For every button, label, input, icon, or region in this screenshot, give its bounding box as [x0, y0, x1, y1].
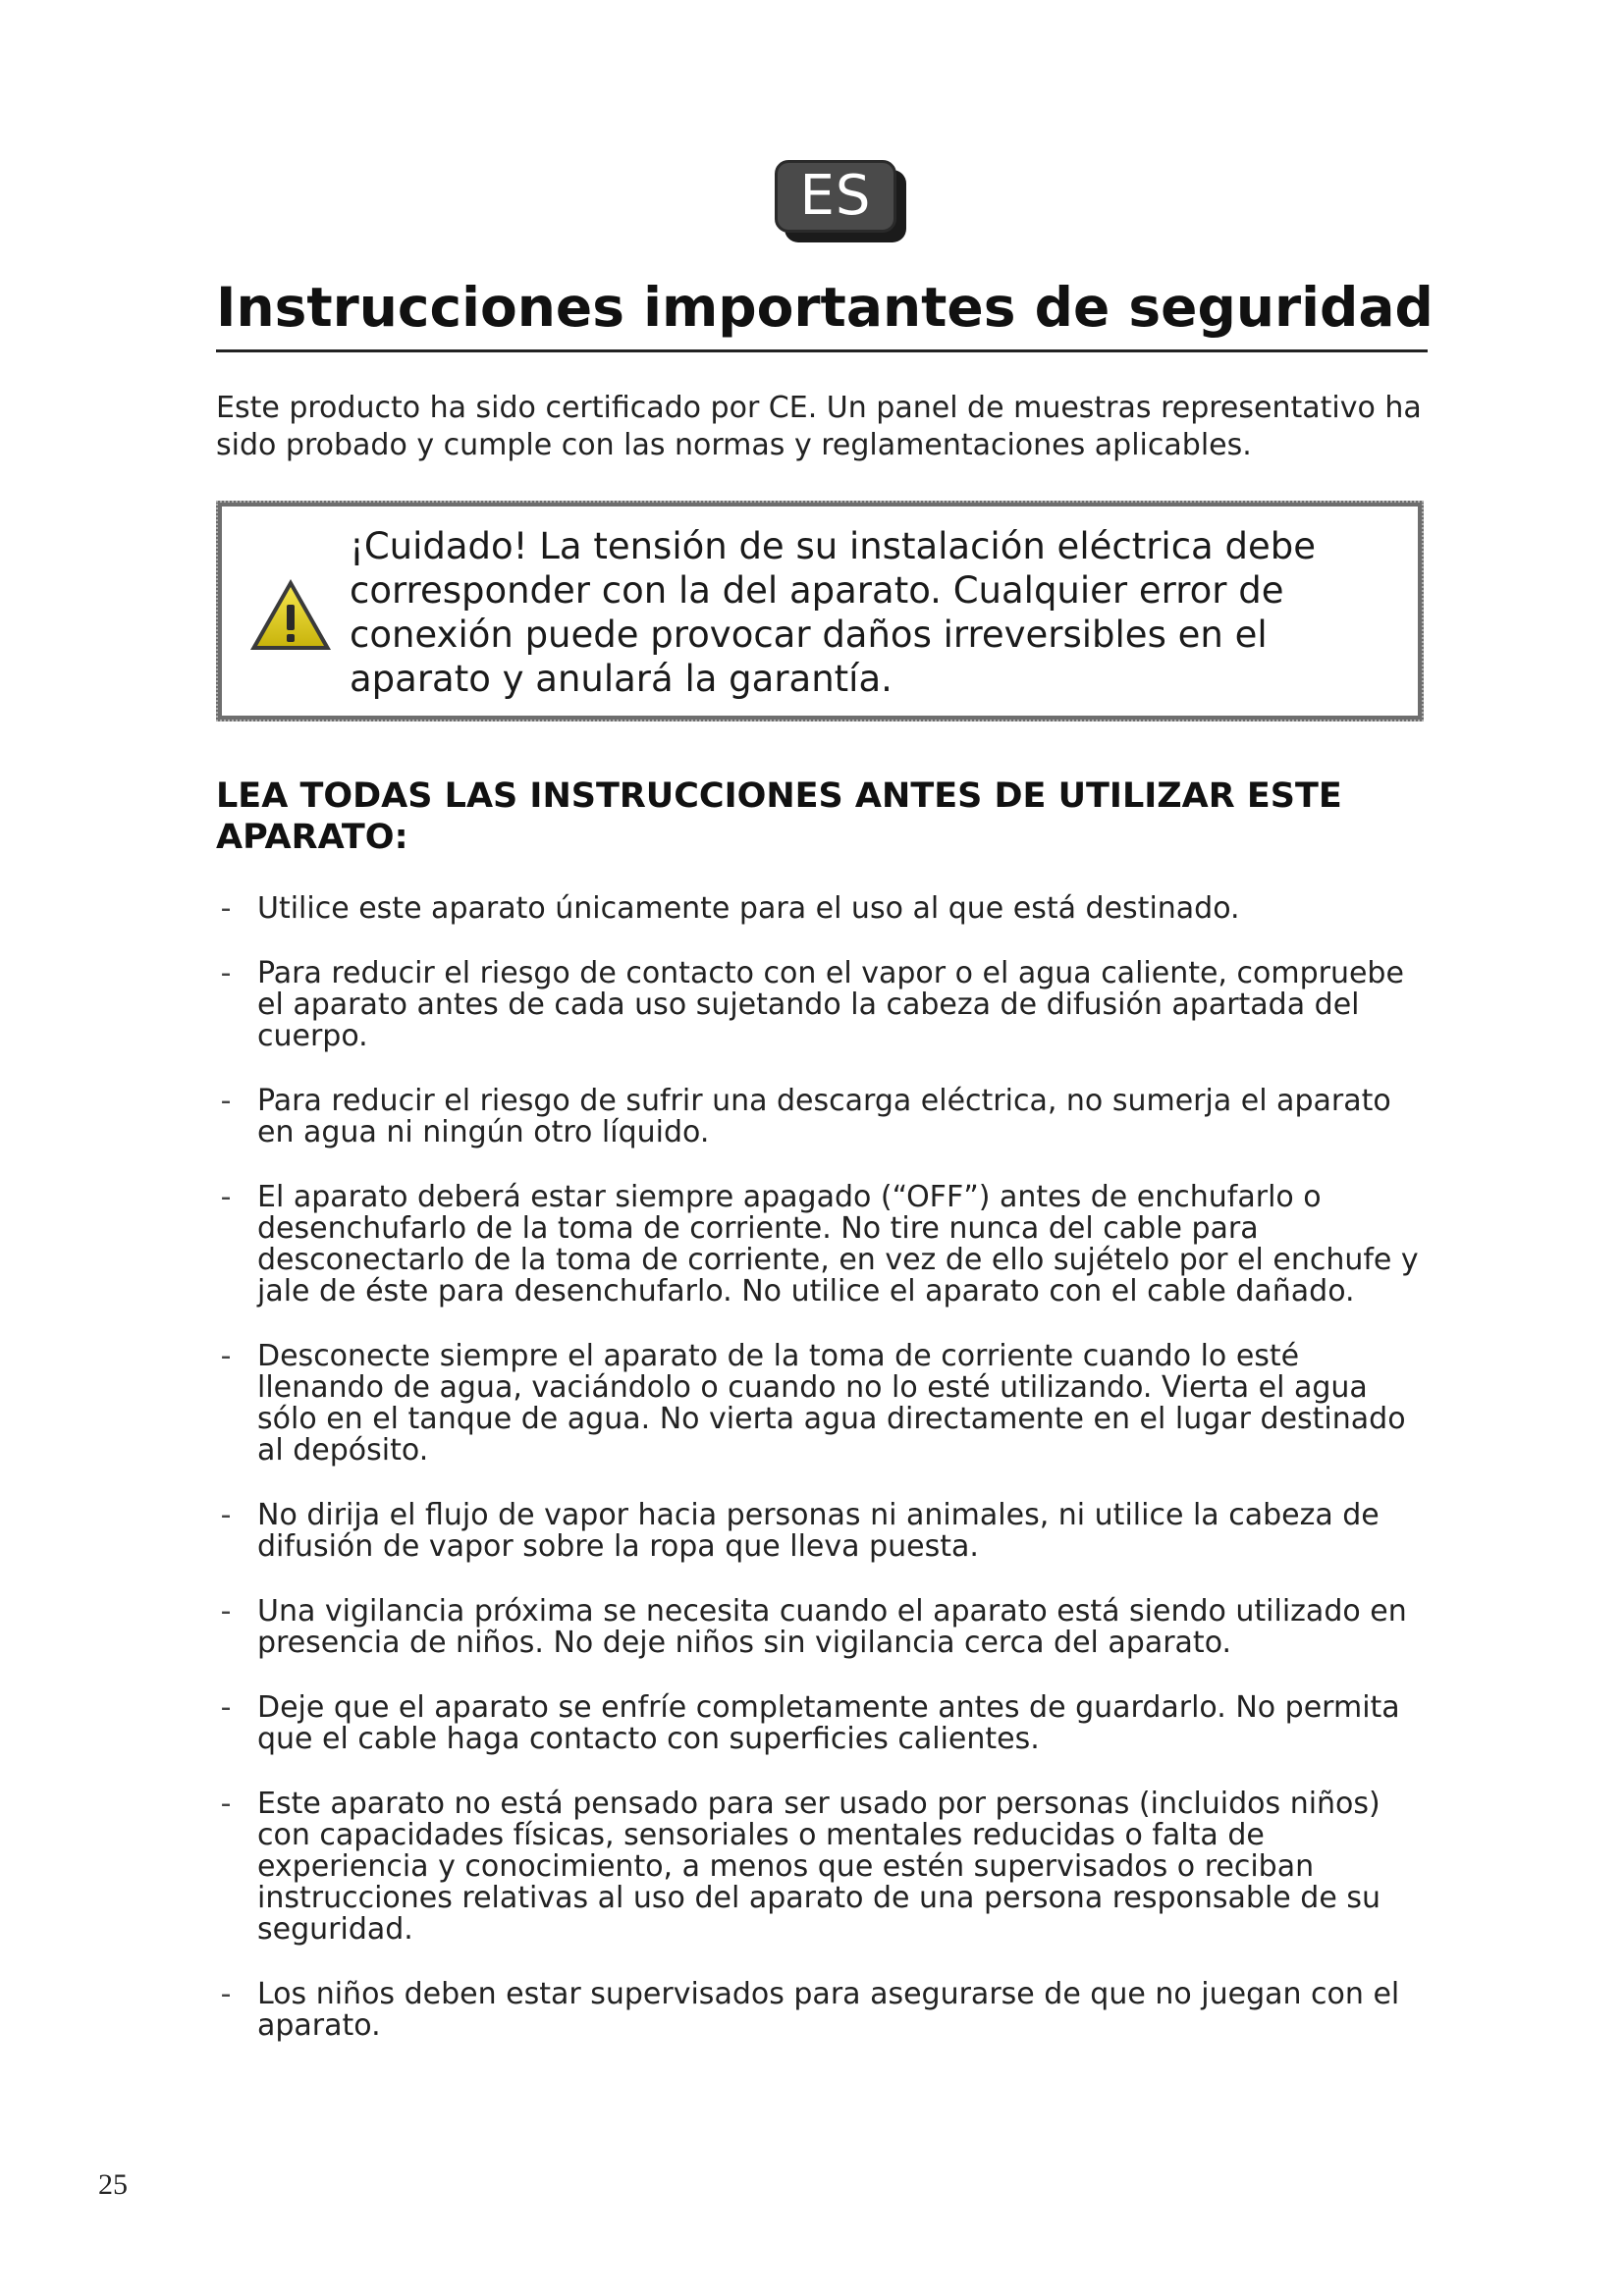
- title-divider: [216, 349, 1428, 352]
- list-item-text: Una vigilancia próxima se necesita cuando el aparato está siendo utilizado en presencia de niños. No deje niños sin vigilancia cerca del aparato.: [257, 1594, 1407, 1660]
- bullet-dash: -: [220, 1594, 232, 1629]
- safety-instructions-list: [216, 893, 1434, 2075]
- list-item-text: El aparato deberá estar siempre apagado (“OFF”) antes de enchufarlo o desenchufarlo de la toma de corriente. No tire nunca del cable para desconectarlo de la toma de corriente, en vez de ello sujételo por el enchufe y jale de éste para desenchufarlo. No utilice el aparato con el cable dañado.: [257, 1180, 1419, 1308]
- bullet-dash: -: [220, 1977, 232, 2011]
- list-item-text: Este aparato no está pensado para ser usado por personas (incluidos niños) con capacidades físicas, sensoriales o mentales reducidas o falta de experiencia y conocimiento, a menos que estén supervisados o reciban instrucciones relativas al uso del aparato de una persona responsable de su seguridad.: [257, 1787, 1380, 1947]
- warning-triangle-icon: [247, 575, 334, 654]
- warning-text: ¡Cuidado! La tensión de su instalación eléctrica debe corresponder con la del aparato. Cualquier error de conexión puede provocar daños irreversibles en el aparato y anulará la garantía.: [350, 525, 1316, 700]
- list-item: [216, 1596, 1434, 1659]
- list-item-text: Deje que el aparato se enfríe completamente antes de guardarlo. No permita que el cable haga contacto con superficies calientes.: [257, 1690, 1400, 1756]
- bullet-dash: -: [220, 1084, 232, 1118]
- section-heading: LEA TODAS LAS INSTRUCCIONES ANTES DE UTILIZAR ESTE APARATO:: [216, 776, 1342, 857]
- list-item-text: Los niños deben estar supervisados para asegurarse de que no juegan con el aparato.: [257, 1977, 1400, 2043]
- warning-box: [216, 501, 1424, 721]
- bullet-dash: -: [220, 1498, 232, 1532]
- bullet-dash: -: [220, 1180, 232, 1214]
- list-item-text: Para reducir el riesgo de sufrir una descarga eléctrica, no sumerja el aparato en agua ni ningún otro líquido.: [257, 1084, 1391, 1149]
- bullet-dash: -: [220, 891, 232, 926]
- list-item: [216, 1789, 1434, 1946]
- bullet-dash: -: [220, 956, 232, 990]
- list-item: [216, 1979, 1434, 2042]
- page-number: 25: [98, 2168, 128, 2201]
- language-badge: [775, 160, 906, 244]
- list-item-text: Desconecte siempre el aparato de la toma de corriente cuando lo esté llenando de agua, vaciándolo o cuando no lo esté utilizando. Vierta el agua sólo en el tanque de agua. No vierta agua directamente en el lugar destinado al depósito.: [257, 1339, 1406, 1468]
- list-item-text: Para reducir el riesgo de contacto con el vapor o el agua caliente, compruebe el aparato antes de cada uso sujetando la cabeza de difusión apartada del cuerpo.: [257, 956, 1404, 1053]
- intro-paragraph: Este producto ha sido certificado por CE. Un panel de muestras representativo ha sido probado y cumple con las normas y reglamentaciones aplicables.: [216, 391, 1422, 462]
- language-badge-label: ES: [775, 160, 896, 233]
- list-item: [216, 1692, 1434, 1755]
- list-item: [216, 958, 1434, 1052]
- page-title: Instrucciones importantes de seguridad: [216, 276, 1434, 339]
- bullet-dash: -: [220, 1787, 232, 1821]
- list-item: [216, 893, 1434, 925]
- bullet-dash: -: [220, 1690, 232, 1725]
- list-item: [216, 1341, 1434, 1467]
- bullet-dash: -: [220, 1339, 232, 1373]
- list-item-text: Utilice este aparato únicamente para el uso al que está destinado.: [257, 891, 1240, 926]
- list-item: [216, 1500, 1434, 1563]
- list-item-text: No dirija el flujo de vapor hacia personas ni animales, ni utilice la cabeza de difusión de vapor sobre la ropa que lleva puesta.: [257, 1498, 1380, 1564]
- list-item: [216, 1086, 1434, 1148]
- list-item: [216, 1182, 1434, 1308]
